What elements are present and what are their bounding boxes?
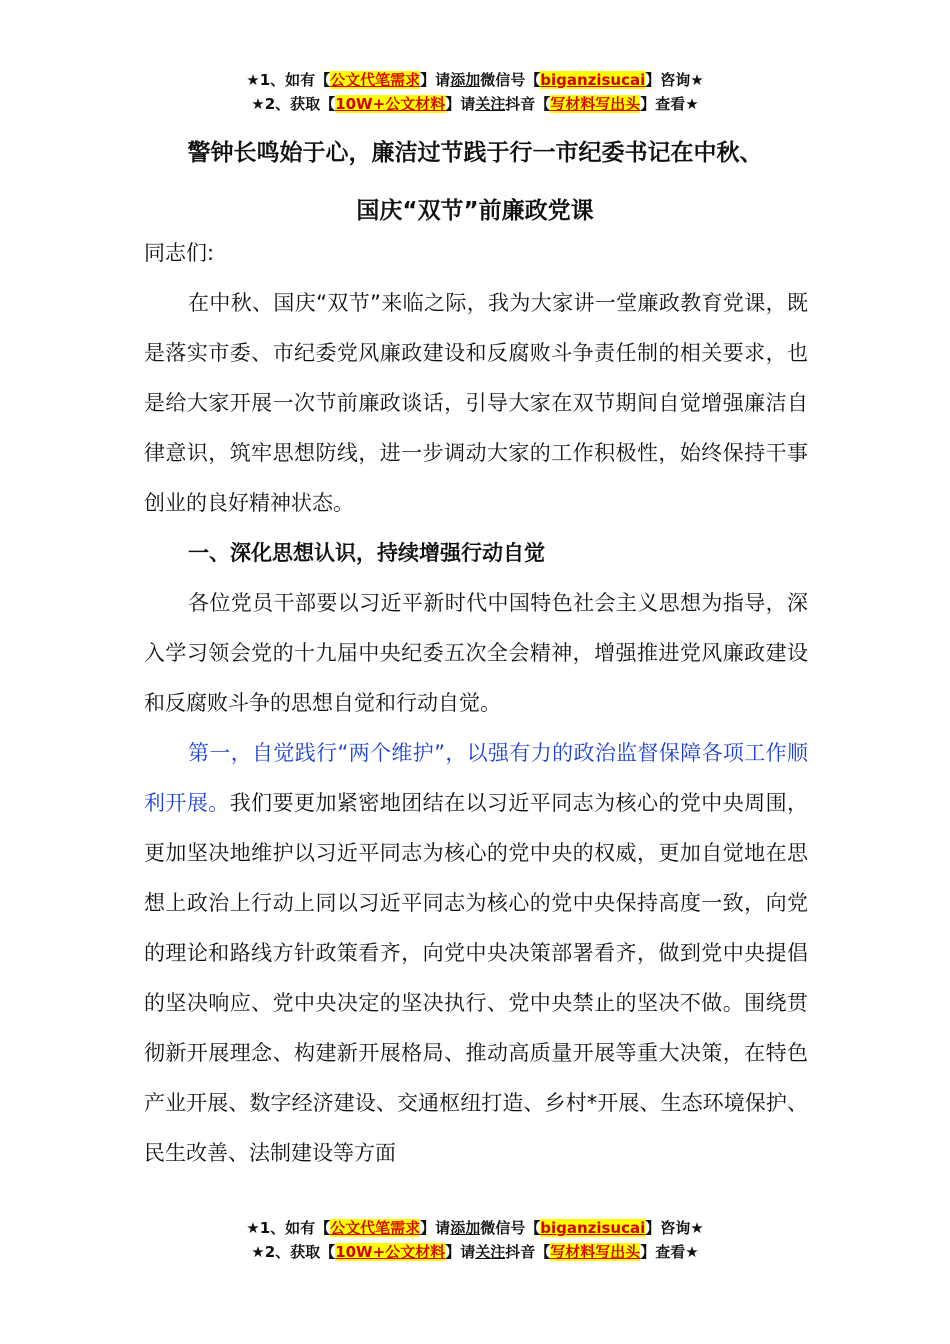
header-banner [0, 68, 950, 116]
banner-text: 抖音【 [505, 1243, 551, 1261]
paragraph-text: 我们要更加紧密地团结在以习近平同志为核心的党中央周围，更加坚决地维护以习近平同志为核心的党中央的权威，更加自觉地在思想上政治上行动上同以习近平同志为核心的党中央保持高度一致，向党的理论和路线方针政策看齐，向党中央决策部署看齐，做到党中央提倡的坚决响应、党中央决定的坚决执行、党中央禁止的坚决不做。围绕贯彻新开展理念、构建新开展格局、推动高质量开展等重大决策，在特色产业开展、数字经济建设、交通枢纽打造、乡村*开展、生态环境保护、民生改善、法制建设等方面 [144, 791, 808, 1165]
banner-text: 】查看★ [640, 95, 699, 113]
banner-highlight: 10W+公文材料 [335, 95, 446, 113]
paragraph [144, 728, 808, 1178]
banner-underlined: 关注 [475, 95, 506, 113]
title-line-1: 警钟长鸣始于心，廉洁过节践于行一市纪委书记在中秋、 [187, 140, 763, 166]
banner-text: 】请 [420, 1219, 451, 1237]
footer-banner [0, 1216, 950, 1264]
salutation: 同志们: [144, 241, 215, 265]
banner-highlight: biganzisucai [540, 71, 646, 89]
banner-line-1 [0, 1216, 950, 1240]
banner-text: 抖音【 [505, 95, 551, 113]
document-title [120, 124, 830, 240]
banner-text: ★1、如有【 [246, 1219, 331, 1237]
section-heading: 一、深化思想认识，持续增强行动自觉 [188, 541, 545, 565]
banner-highlight: 写材料写出头 [550, 95, 641, 113]
banner-text: 】咨询★ [645, 1219, 704, 1237]
banner-text: ★1、如有【 [246, 71, 331, 89]
banner-text: 微信号【 [480, 71, 541, 89]
banner-highlight: biganzisucai [540, 1219, 646, 1237]
banner-highlight: 公文代笔需求 [330, 1219, 421, 1237]
banner-highlight: 公文代笔需求 [330, 71, 421, 89]
banner-highlight: 写材料写出头 [550, 1243, 641, 1261]
banner-line-2 [0, 1240, 950, 1264]
banner-text: 微信号【 [480, 1219, 541, 1237]
banner-underlined: 关注 [475, 1243, 506, 1261]
banner-text: 】请 [420, 71, 451, 89]
paragraph: 在中秋、国庆“双节”来临之际，我为大家讲一堂廉政教育党课，既是落实市委、市纪委党风廉政建设和反腐败斗争责任制的相关要求，也是给大家开展一次节前廉政谈话，引导大家在双节期间自觉增强廉洁自律意识，筑牢思想防线，进一步调动大家的工作积极性，始终保持干事创业的良好精神状态。 [144, 291, 808, 515]
banner-text: ★2、获取【 [251, 95, 336, 113]
paragraph: 各位党员干部要以习近平新时代中国特色社会主义思想为指导，深入学习领会党的十九届中央纪委五次全会精神，增强推进党风廉政建设和反腐败斗争的思想自觉和行动自觉。 [144, 591, 808, 715]
banner-underlined: 添加 [450, 71, 481, 89]
banner-line-2 [0, 92, 950, 116]
title-line-2: 国庆“双节”前廉政党课 [356, 198, 594, 224]
banner-text: 】查看★ [640, 1243, 699, 1261]
banner-text: 】请 [445, 95, 476, 113]
banner-text: ★2、获取【 [251, 1243, 336, 1261]
paragraph-lead: 第一，自觉践行“两个维护”，以强有力的政治监督保障各项工作顺利开展。 [144, 741, 808, 815]
banner-line-1 [0, 68, 950, 92]
banner-text: 】请 [445, 1243, 476, 1261]
banner-highlight: 10W+公文材料 [335, 1243, 446, 1261]
banner-underlined: 添加 [450, 1219, 481, 1237]
document-body [144, 228, 808, 1178]
banner-text: 】咨询★ [645, 71, 704, 89]
